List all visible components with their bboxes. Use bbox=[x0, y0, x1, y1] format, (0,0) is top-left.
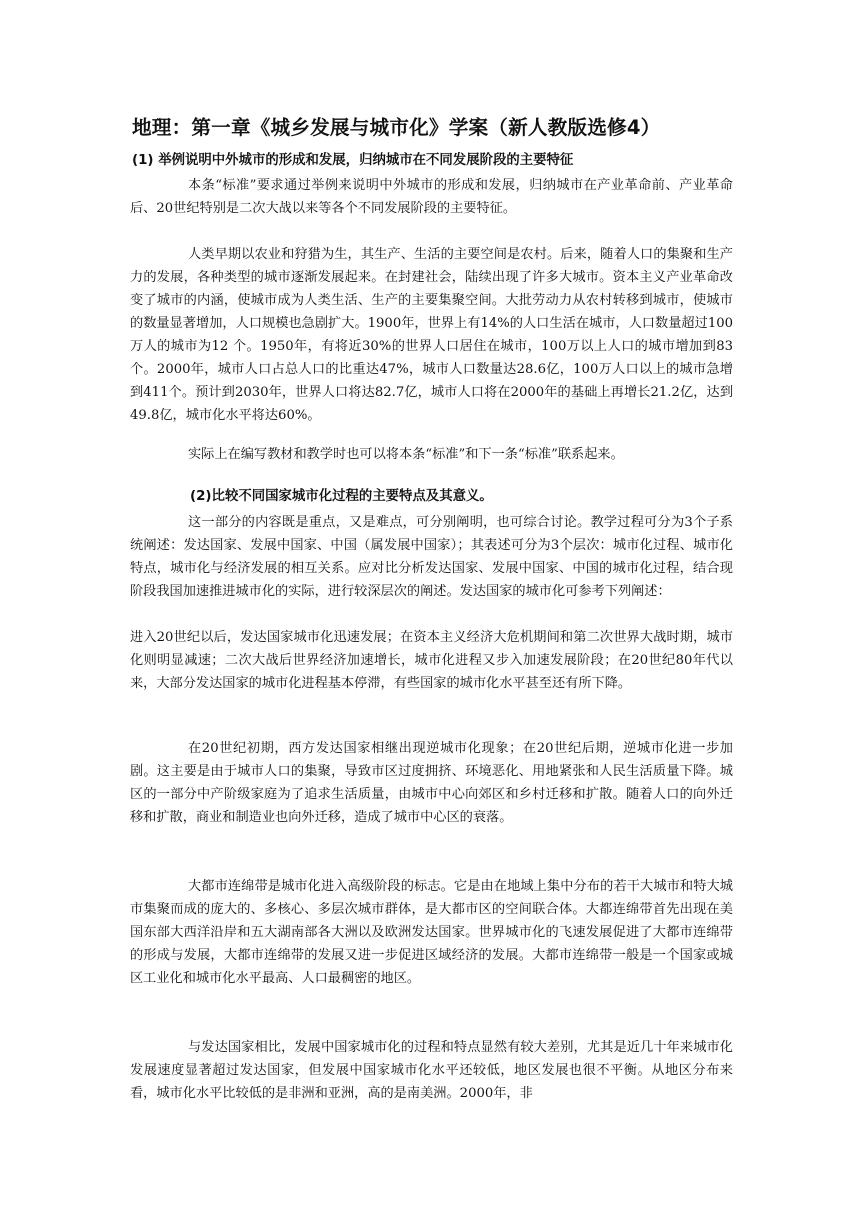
section-2-paragraph-4: 大都市连绵带是城市化进入高级阶段的标志。它是由在地域上集中分布的若干大城市和特大城市集聚而成的庞大的、多核心、多层次城市群体，是大都市区的空间联合体。大都连绵带首先出现在美国东部大西洋沿岸和五大湖南部各大洲以及欧洲发达国家。世界城市化的飞速发展促进了大都市连绵带的形成与发展，大都市连绵带的发展又进一步促进区域经济的发展。大都市连绵带一般是一个国家或城区工业化和城市化水平最高、人口最稠密的地区。 bbox=[130, 879, 733, 986]
section-2-paragraph-1: 这一部分的内容既是重点，又是难点，可分别阐明，也可综合讨论。教学过程可分为3个子系统阐述：发达国家、发展中国家、中国（属发展中国家）；其表述可分为3个层次：城市化过程、城市化特点，城市化与经济发展的相互关系。应对比分析发达国家、发展中国家、中国的城市化过程，结合现阶段我国加速推进城市化的实际，进行较深层次的阐述。发达国家的城市化可参考下列阐述： bbox=[130, 515, 733, 599]
section-2-paragraph-5: 与发达国家相比，发展中国家城市化的过程和特点显然有较大差别，尤其是近几十年来城市化发展速度显著超过发达国家，但发展中国家城市化水平还较低，地区发展也很不平衡。从地区分布来看，城市化水平比较低的是非洲和亚洲，高的是南美洲。2000年，非 bbox=[130, 1040, 733, 1101]
section-1-paragraph-3: 实际上在编写教材和教学时也可以将本条“标准”和下一条“标准”联系起来。 bbox=[188, 447, 624, 462]
section-1-heading: (1) 举例说明中外城市的形成和发展，归纳城市在不同发展阶段的主要特征 bbox=[132, 153, 574, 168]
section-1-paragraph-2: 人类早期以农业和狩猎为生，其生产、生活的主要空间是农村。后来，随着人口的集聚和生产力的发展，各种类型的城市逐渐发展起来。在封建社会，陆续出现了许多大城市。资本主义产业革命改变了城市的内涵，使城市成为人类生活、生产的主要集聚空间。大批劳动力从农村转移到城市，使城市的数量显著增加，人口规模也急剧扩大。1900年，世界上有14%的人口生活在城市，人口数量超过100万人的城市为12 个。1950年，有将近30%的世界人口居住在城市，100万以上人口的城市增加到83个。2000年，城市人口占总人口的比重达47%，城市人口数量达28.6亿，100万人口以上的城市急增到411个。预计到2030年，世界人口将达82.7亿，城市人口将在2000年的基础上再增长21.2亿，达到49.8亿，城市化水平将达60%。 bbox=[130, 247, 733, 423]
section-2-paragraph-2: 进入20世纪以后，发达国家城市化迅速发展；在资本主义经济大危机期间和第二次世界大战时期，城市化则明显减速；二次大战后世界经济加速增长，城市化进程又步入加速发展阶段；在20世纪80年代以来，大部分发达国家的城市化进程基本停滞，有些国家的城市化水平甚至还有所下降。 bbox=[130, 630, 733, 691]
section-1-paragraph-1: 本条“标准”要求通过举例来说明中外城市的形成和发展，归纳城市在产业革命前、产业革命后、20世纪特别是二次大战以来等各个不同发展阶段的主要特征。 bbox=[130, 178, 733, 216]
section-2-heading: (2)比较不同国家城市化过程的主要特点及其意义。 bbox=[190, 489, 493, 504]
document-title: 地理：第一章《城乡发展与城市化》学案（新人教版选修4） bbox=[132, 116, 661, 139]
section-2-paragraph-3: 在20世纪初期，西方发达国家相继出现逆城市化现象；在20世纪后期，逆城市化进一步加剧。这主要是由于城市人口的集聚，导致市区过度拥挤、环境恶化、用地紧张和人民生活质量下降。城区的一部分中产阶级家庭为了追求生活质量，由城市中心向郊区和乡村迁移和扩散。随着人口的向外迁移和扩散，商业和制造业也向外迁移，造成了城市中心区的衰落。 bbox=[130, 741, 733, 825]
